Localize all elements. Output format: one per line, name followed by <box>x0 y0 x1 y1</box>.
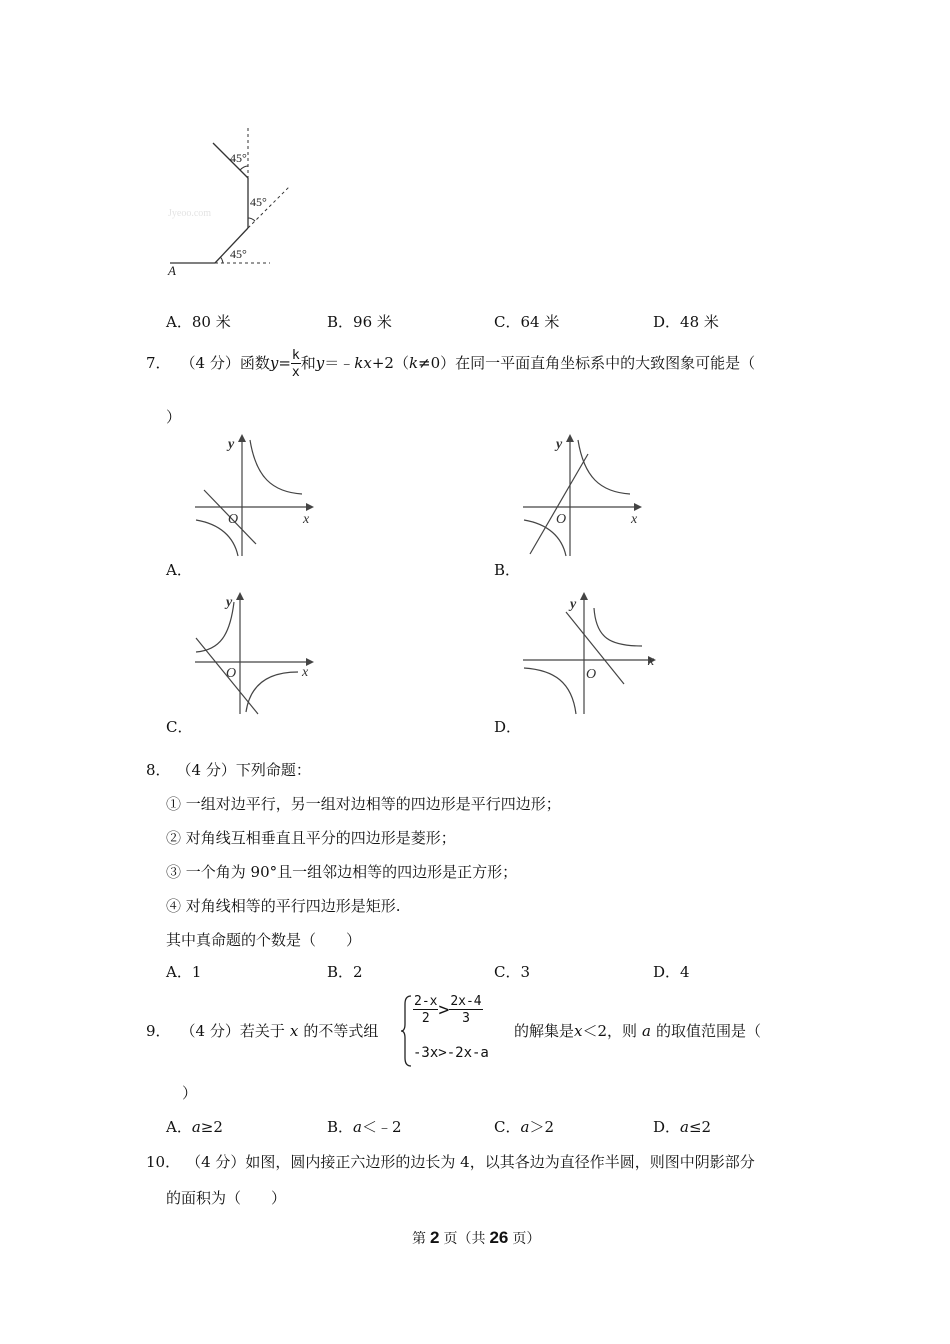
page-footer <box>412 1228 540 1248</box>
origin-label: O <box>556 512 567 527</box>
q9-inequality-2: -3x>-2x-a <box>413 1045 489 1061</box>
q9-frac-right <box>449 995 482 1025</box>
q7-close-paren: ） <box>166 408 182 426</box>
math-var: x <box>574 1022 583 1040</box>
math-var: a <box>191 1118 201 1136</box>
math-var: a <box>353 1118 362 1136</box>
option-text: 4 <box>680 963 690 981</box>
math-var: k <box>408 354 419 372</box>
math-var: x <box>289 1022 299 1040</box>
q9-stem-left <box>146 1020 378 1041</box>
q7-option-a[interactable]: A． <box>166 561 192 579</box>
q7-text: 和 <box>300 354 316 372</box>
x-axis-label: x <box>631 512 638 527</box>
q6-option-a[interactable] <box>166 311 231 332</box>
q8-item-4: ④ 对角线相等的平行四边形是矩形. <box>166 897 401 915</box>
option-letter: A． <box>166 313 192 331</box>
q6-option-b[interactable] <box>327 311 392 332</box>
math-var: a <box>680 1118 689 1136</box>
q7-option-b[interactable]: B． <box>494 561 521 579</box>
q8-stem <box>146 759 311 780</box>
q8-item-3: ③ 一个角为 90°且一组邻边相等的四边形是正方形； <box>166 863 518 881</box>
q8-stem-text: （4 分）下列命题： <box>176 761 311 779</box>
option-text: 48 米 <box>680 313 719 331</box>
math-var: a <box>642 1022 651 1040</box>
q9-stem-right <box>514 1020 761 1041</box>
option-letter: C． <box>494 313 521 331</box>
option-text: ＞2 <box>529 1118 554 1136</box>
q9-text: 的取值范围是（ <box>655 1022 761 1040</box>
frac-den: 3 <box>462 1011 470 1026</box>
q9-text: 的解集是 <box>514 1022 575 1040</box>
q8-option-b[interactable] <box>327 961 363 982</box>
q6-angle-label-1: 45° <box>230 151 247 165</box>
q6-angle-label-3: 45° <box>230 247 247 261</box>
question-number: 9． <box>146 1022 171 1040</box>
q8-option-d[interactable] <box>653 961 690 982</box>
q6-point-a-label: A <box>168 263 176 278</box>
math-var: a <box>520 1118 530 1136</box>
q7-fraction <box>291 349 301 379</box>
q9-frac-left <box>413 995 438 1025</box>
q9-close-paren: ） <box>182 1084 198 1102</box>
option-letter: D． <box>653 963 681 981</box>
math-var: y <box>269 354 279 372</box>
option-letter: A． <box>166 963 192 981</box>
x-axis-label: x <box>302 665 309 680</box>
q9-text: ＜2，则 <box>582 1022 638 1040</box>
q8-item-1: ① 一组对边平行，另一组对边相等的四边形是平行四边形； <box>166 795 561 813</box>
q9-text: 的不等式组 <box>303 1022 379 1040</box>
option-text: 96 米 <box>353 313 392 331</box>
q6-path-figure <box>160 120 310 285</box>
q9-option-c[interactable] <box>494 1116 554 1137</box>
math-op: = <box>278 354 291 372</box>
q7-stem <box>146 349 755 379</box>
option-text: 1 <box>191 963 202 981</box>
option-text: ≤2 <box>688 1118 712 1136</box>
question-number: 7． <box>146 354 171 372</box>
q6-watermark: Jyeoo.com <box>168 208 212 219</box>
math-op: ＝﹣ <box>324 354 355 372</box>
q7-graph-b <box>518 432 648 560</box>
q7-graph-a <box>190 432 320 560</box>
option-text: 2 <box>353 963 363 981</box>
footer-text: 第 <box>412 1231 426 1247</box>
q10-stem-line-1 <box>146 1151 755 1172</box>
option-letter: C． <box>494 963 521 981</box>
option-text: 64 米 <box>520 313 560 331</box>
q8-item-2: ② 对角线互相垂直且平分的四边形是菱形； <box>166 829 456 847</box>
frac-den: 2 <box>421 1011 430 1026</box>
option-letter: A． <box>166 1118 192 1136</box>
frac-den: x <box>291 365 300 380</box>
q8-question: 其中真命题的个数是（ ） <box>166 931 362 949</box>
origin-label: O <box>226 666 237 681</box>
x-axis-label: x <box>648 654 655 669</box>
y-axis-label: y <box>570 597 577 612</box>
question-number: 10． <box>146 1153 181 1171</box>
q7-text: +2（ <box>371 354 409 372</box>
q9-option-d[interactable] <box>653 1116 711 1137</box>
q9-option-a[interactable] <box>166 1116 223 1137</box>
q9-brace <box>400 994 412 1068</box>
option-text: 3 <box>520 963 531 981</box>
footer-text: 页（共 <box>443 1231 486 1247</box>
q7-option-c[interactable]: C． <box>166 718 193 736</box>
q6-angle-label-2: 45° <box>250 195 267 209</box>
option-letter: B． <box>327 963 354 981</box>
option-letter: C． <box>494 1118 521 1136</box>
q8-option-c[interactable] <box>494 961 530 982</box>
q7-graph-d <box>518 590 663 718</box>
option-letter: B． <box>327 313 354 331</box>
frac-num: 2x-4 <box>450 994 482 1009</box>
y-axis-label: y <box>556 437 563 452</box>
q10-text: （4 分）如图，圆内接正六边形的边长为 4，以其各边为直径作半圆，则图中阴影部分 <box>186 1153 755 1171</box>
q9-option-b[interactable] <box>327 1116 402 1137</box>
y-axis-label: y <box>226 595 233 610</box>
option-text: ≥2 <box>200 1118 223 1136</box>
q6-option-d[interactable] <box>653 311 719 332</box>
q6-option-c[interactable] <box>494 311 559 332</box>
q8-option-a[interactable] <box>166 961 201 982</box>
frac-num: 2-x <box>414 994 438 1009</box>
q7-graph-c <box>190 590 320 718</box>
q7-text: ≠0）在同一平面直角坐标系中的大致图象可能是（ <box>418 354 756 372</box>
y-axis-label: y <box>228 437 235 452</box>
current-page-number: 2 <box>430 1228 440 1247</box>
question-number: 8． <box>146 761 171 779</box>
math-var: kx <box>354 354 372 372</box>
option-letter: D． <box>653 313 681 331</box>
x-axis-label: x <box>303 512 310 527</box>
option-letter: D． <box>653 1118 681 1136</box>
option-letter: B． <box>327 1118 354 1136</box>
frac-num: k <box>291 348 300 363</box>
footer-text: 页） <box>512 1231 541 1247</box>
total-page-count: 26 <box>489 1228 509 1247</box>
q9-text: （4 分）若关于 <box>180 1022 285 1040</box>
q7-option-d[interactable]: D． <box>494 718 522 736</box>
math-op: > <box>438 999 450 1021</box>
q7-score-text: （4 分）函数 <box>180 354 270 372</box>
origin-label: O <box>586 667 597 682</box>
option-text: 80 米 <box>191 313 231 331</box>
q9-inequality-1 <box>413 995 483 1025</box>
q10-stem-line-2: 的面积为（ ） <box>166 1189 287 1207</box>
option-text: ＜﹣2 <box>361 1118 402 1136</box>
origin-label: O <box>228 512 239 527</box>
math-var: y <box>315 354 325 372</box>
